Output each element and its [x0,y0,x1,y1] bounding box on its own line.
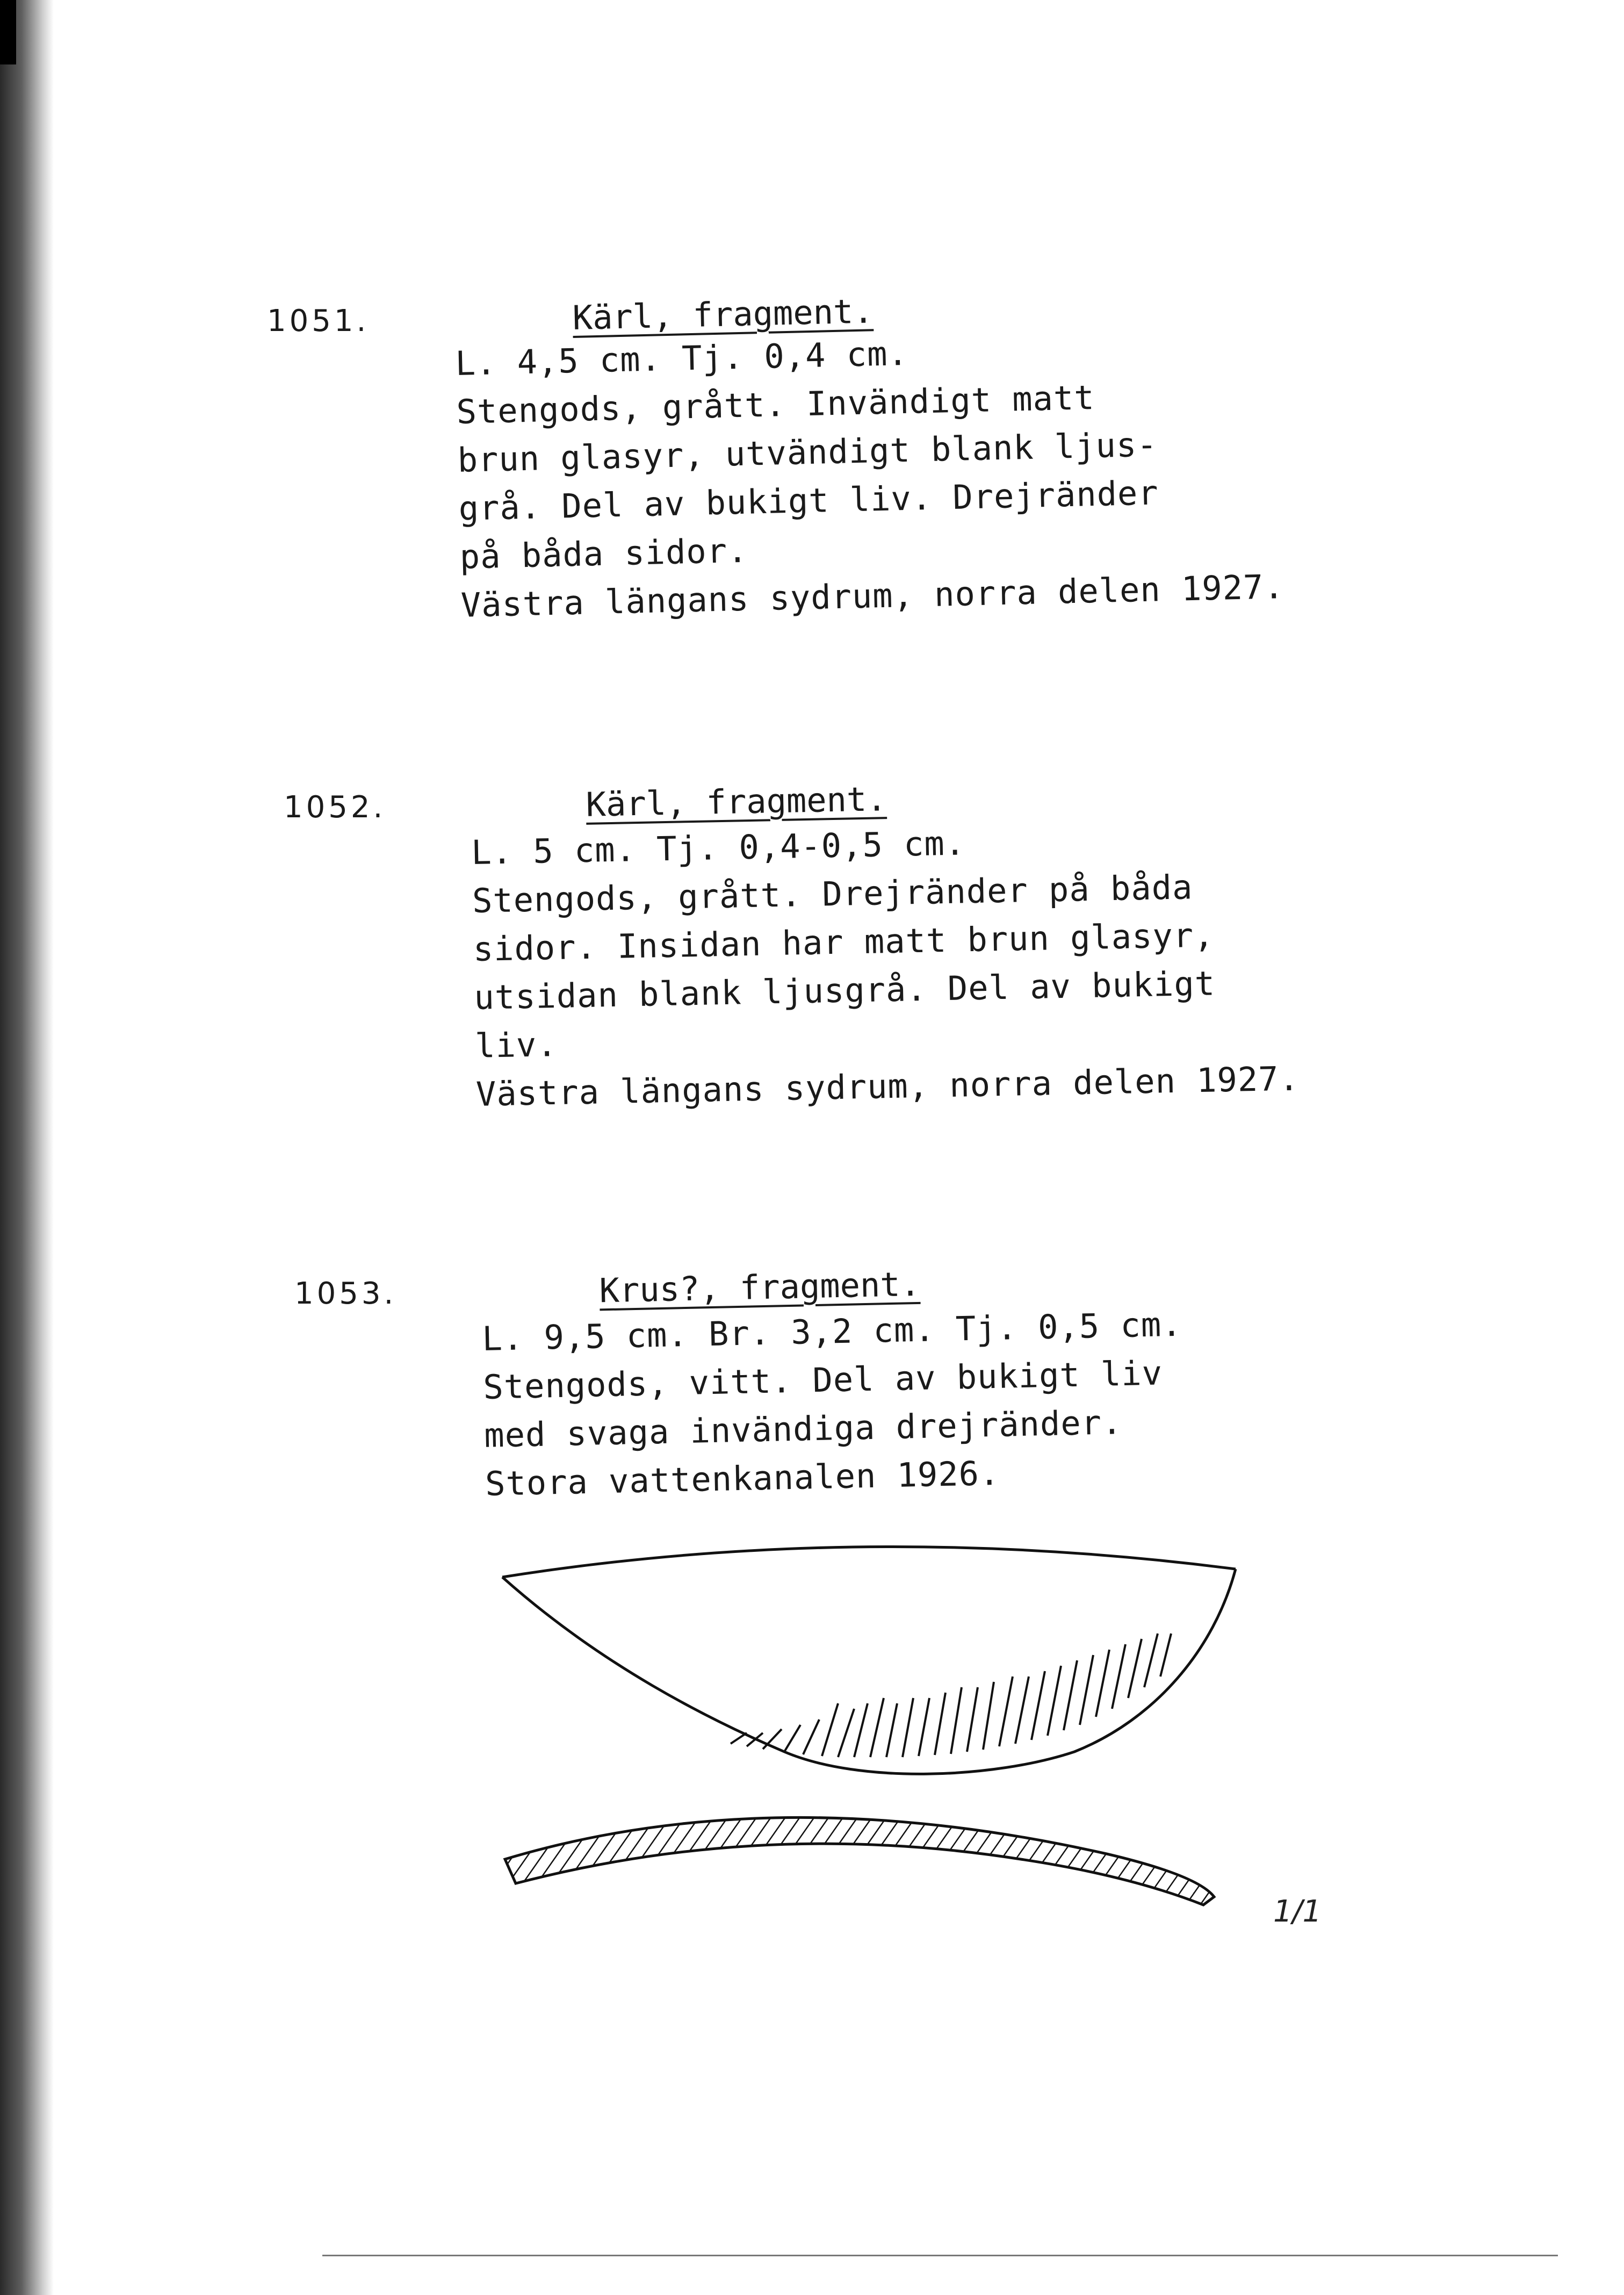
entry-line: L. 9,5 cm. Br. 3,2 cm. Tj. 0,5 cm. [481,1304,1183,1358]
entry-line: L. 4,5 cm. Tj. 0,4 cm. [454,333,909,383]
binding-mark [0,0,16,64]
entry-line: Stengods, grått. Invändigt matt [456,378,1095,431]
catalog-number: 1051. [267,304,370,339]
entry-line: på båda sidor. [459,530,749,577]
entry-line: grå. Del av bukigt liv. Drejränder [458,473,1159,528]
entry-line: brun glasyr, utvändigt blank ljus- [457,425,1158,480]
scale-mark: 1/1 [1273,1894,1322,1929]
catalog-number: 1053. [294,1276,397,1311]
sherd-profile [505,1817,1214,1905]
entry-line: Stengods, vitt. Del av bukigt liv [482,1353,1163,1407]
entry-heading: Kärl, fragment. [585,779,887,824]
bottom-rule [322,2255,1558,2256]
entry-heading: Krus?, fragment. [598,1264,921,1311]
binding-edge [0,0,54,2295]
entry-line: Västra längans sydrum, norra delen 1927. [475,1059,1300,1114]
fragment-drawing [483,1526,1343,1951]
entry-heading: Kärl, fragment. [572,291,874,337]
entry-line: Stora vattenkanalen 1926. [485,1453,1000,1503]
entry-line: utsidan blank ljusgrå. Del av bukigt [473,963,1216,1017]
sherd-outline [502,1546,1236,1774]
entry-line: Stengods, grått. Drejränder på båda [472,867,1193,920]
entry-line: liv. [474,1024,558,1066]
entry-line: Västra längans sydrum, norra delen 1927. [460,567,1285,625]
entry-line: sidor. Insidan har matt brun glasyr, [473,915,1215,969]
catalog-number: 1052. [284,790,386,825]
entry-line: L. 5 cm. Tj. 0,4-0,5 cm. [471,823,966,872]
entry-line: med svaga invändiga drejränder. [483,1402,1123,1455]
